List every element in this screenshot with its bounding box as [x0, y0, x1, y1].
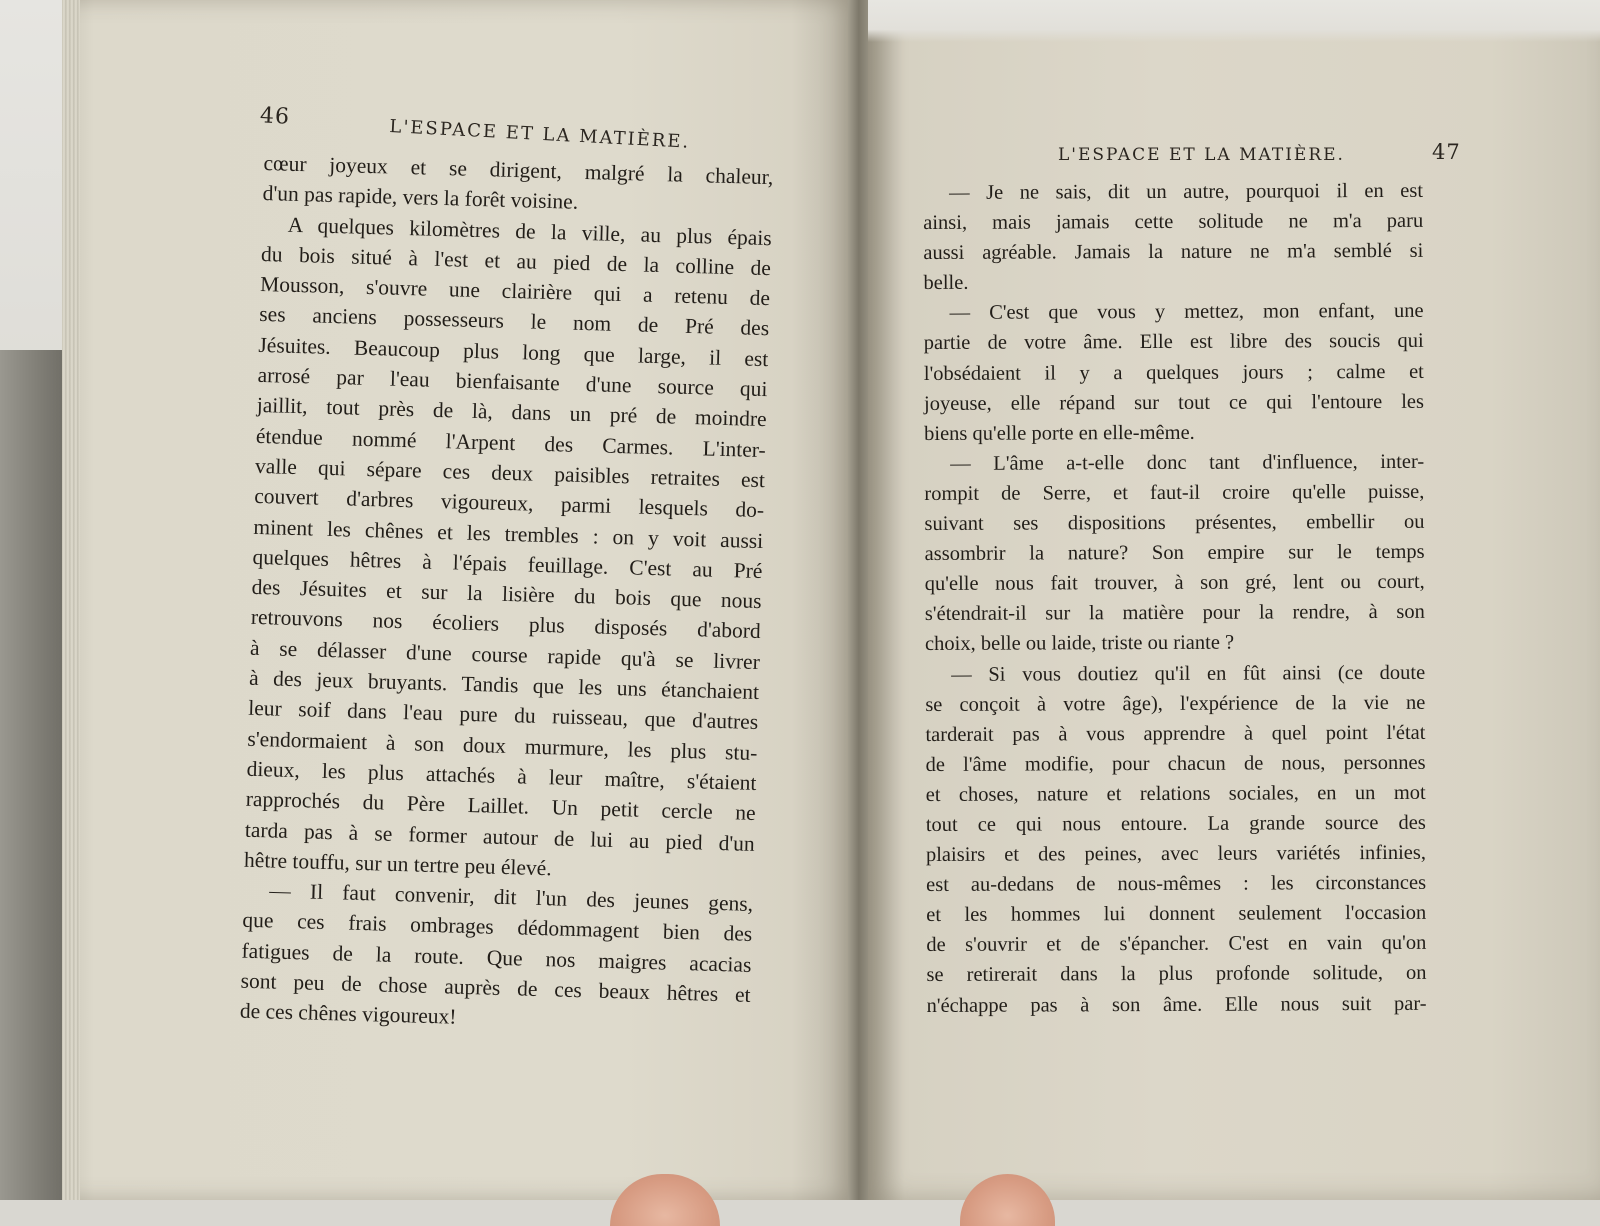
text-line: hêtre touffu, sur un tertre peu élevé. [243, 847, 552, 881]
text-line: partie de votre âme. Elle est libre des soucis qui [923, 330, 1424, 355]
text-line: tarderait pas à vous apprendre à quel point l'état [925, 721, 1426, 746]
text-line: belle. [923, 272, 969, 295]
text-line: étendue nommé l'Arpent des Carmes. L'inter- [255, 423, 767, 462]
text-line: couvert d'arbres vigoureux, parmi lesquels do- [253, 484, 765, 523]
text-line: Mousson, s'ouvre une clairière qui a retenu de [259, 272, 771, 311]
text-line: à se délasser d'une course rapide qu'à se livrer [249, 635, 761, 674]
text-line: rapprochés du Père Laillet. Un petit cercle ne [245, 786, 756, 826]
text-line: suivant ses dispositions présentes, embellir ou [924, 510, 1425, 536]
text-line: ses anciens possesseurs le nom de Pré des [259, 302, 770, 341]
right-page-number: 47 [1432, 140, 1461, 164]
text-line: de ces chênes vigoureux! [239, 998, 457, 1030]
text-line: — Je ne sais, dit un autre, pourquoi il en est [949, 179, 1424, 204]
text-line: s'étendrait-il sur la matière pour la rendre, à son [924, 601, 1425, 626]
right-running-head: L'ESPACE ET LA MATIÈRE. [1058, 145, 1345, 165]
text-line: du bois situé à l'est et au pied de la colline de [260, 241, 772, 281]
left-body-text [239, 148, 773, 1041]
text-line: valle qui sépare ces deux paisibles retraites est [254, 453, 766, 493]
underlying-sheet [0, 350, 70, 1200]
text-line: A quelques kilomètres de la ville, au plus épais [287, 212, 773, 250]
text-line: de l'âme modifie, pour chacun de nous, personnes [925, 751, 1426, 776]
text-line: tarda pas à se former autour de lui au pied d'un [244, 817, 756, 856]
text-line: qu'elle nous fait trouver, à son gré, lent ou court, [924, 571, 1425, 596]
page-top-edge [868, 0, 1600, 42]
open-book [62, 0, 1600, 1200]
text-line: se conçoit à votre âge), l'expérience de la vie ne [925, 691, 1426, 716]
left-page [62, 0, 855, 1200]
text-line: minent les chênes et les trembles : on y voit aussi [253, 514, 764, 553]
text-line: quelques hêtres à l'épais feuillage. C'est au Pré [252, 544, 763, 583]
text-line: rompit de Serre, et faut-il croire qu'elle puisse, [924, 480, 1425, 505]
text-line: retrouvons nos écoliers plus disposés d'abord [250, 605, 762, 644]
text-line: — Il faut convenir, dit l'un des jeunes gens, [268, 878, 754, 917]
right-page [868, 0, 1600, 1200]
text-line: ainsi, mais jamais cette solitude ne m'a paru [923, 209, 1424, 235]
text-line: l'obsédaient il y a quelques jours ; calme et [923, 360, 1424, 385]
text-line: jaillit, tout près de là, dans un pré de moindre [256, 393, 767, 432]
text-line: choix, belle ou laide, triste ou riante ? [924, 632, 1235, 656]
text-line: arrosé par l'eau bienfaisante d'une source qui [257, 362, 768, 402]
text-line: des Jésuites et sur la lisière du bois que nous [251, 574, 762, 614]
text-line: que ces frais ombrages dédommagent bien des [242, 908, 753, 947]
text-line: fatigues de la route. Que nos maigres acacias [241, 938, 752, 977]
page-edges [62, 0, 80, 1200]
text-line: sont peu de chose auprès de ces beaux hêtres et [240, 968, 751, 1007]
text-line: d'un pas rapide, vers la forêt voisine. [262, 181, 579, 215]
text-line: et choses, nature et relations sociales, en un mot [925, 781, 1426, 806]
text-line: cœur joyeux et se dirigent, malgré la chaleur, [263, 150, 774, 190]
left-running-head: L'ESPACE ET LA MATIÈRE. [388, 116, 691, 153]
text-line: n'échappe pas à son âme. Elle nous suit par- [926, 992, 1427, 1017]
text-line: Jésuites. Beaucoup plus long que large, il est [258, 332, 769, 371]
text-line: plaisirs et des peines, avec leurs variétés infinies, [925, 841, 1426, 867]
text-line: est au-dedans de nous-mêmes : les circonstances [926, 871, 1427, 897]
text-line: joyeuse, elle répand sur tout ce qui l'entoure les [923, 390, 1425, 415]
text-line: à des jeux bruyants. Tandis que les uns étanchaient [248, 665, 760, 705]
right-body-text [923, 176, 1427, 1021]
left-page-number: 46 [259, 103, 291, 130]
text-line: dieux, les plus attachés à leur maître, s'étaient [246, 756, 757, 795]
text-line: aussi agréable. Jamais la nature ne m'a semblé si [923, 240, 1424, 265]
text-line: s'endormaient à son doux murmure, les plus stu- [247, 726, 758, 765]
text-line: — C'est que vous y mettez, mon enfant, une [949, 300, 1424, 325]
text-line: se retirerait dans la plus profonde solitude, on [926, 962, 1427, 987]
text-line: leur soif dans l'eau pure du ruisseau, que d'autres [248, 696, 759, 735]
text-line: — Si vous doutiez qu'il en fût ainsi (ce doute [951, 661, 1426, 686]
text-line: assombrir la nature? Son empire sur le temps [924, 540, 1425, 566]
text-line: — L'âme a-t-elle donc tant d'influence, inter- [950, 450, 1425, 475]
text-line: tout ce qui nous entoure. La grande source des [925, 811, 1426, 836]
text-line: biens qu'elle porte en elle-même. [924, 421, 1195, 445]
text-line: et les hommes lui donnent seulement l'occasion [926, 902, 1427, 927]
text-line: de s'ouvrir et de s'épancher. C'est en vain qu'on [926, 932, 1427, 957]
